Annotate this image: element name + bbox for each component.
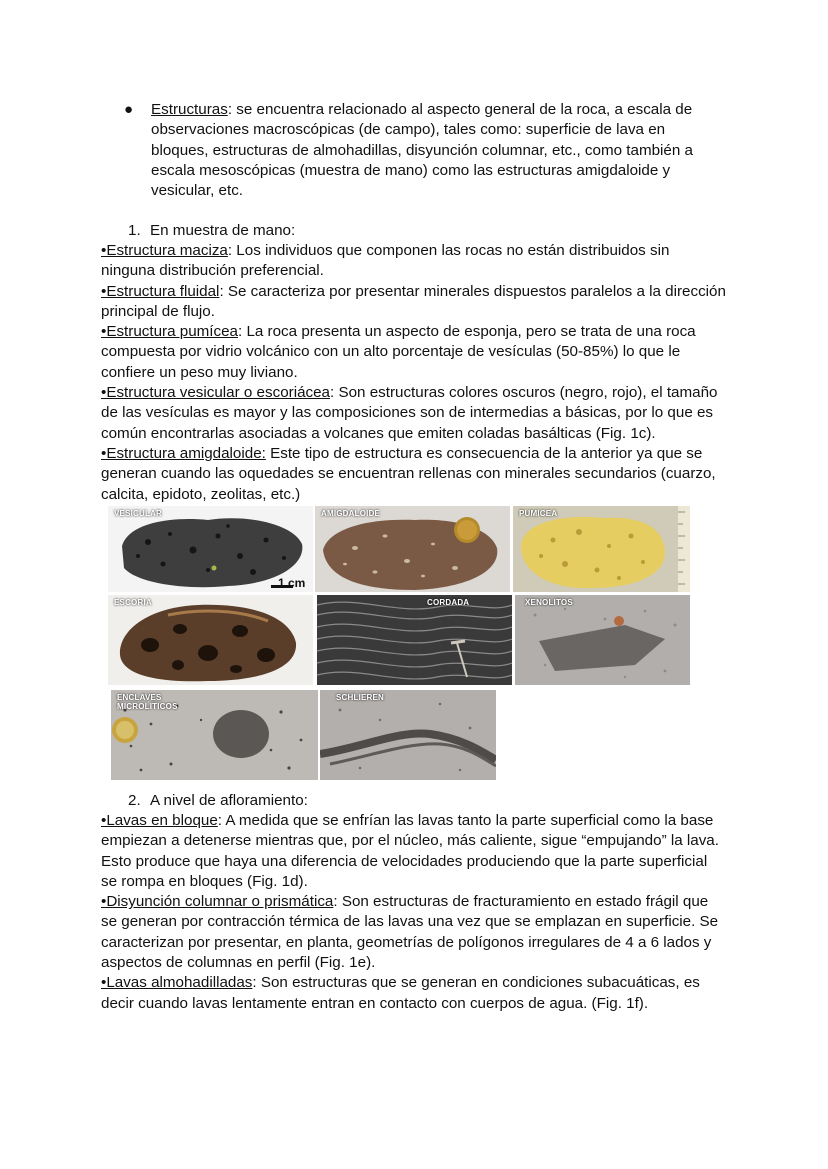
escoria-rock-image	[108, 595, 313, 685]
section1-number: 1.	[128, 222, 141, 239]
item-estructura-fluidal	[101, 282, 726, 323]
item-text: : Se caracteriza por presentar minerales dispuestos paralelos a la dirección principal de flujo.	[101, 282, 726, 320]
item-term: •Estructura amigdaloide:	[101, 444, 266, 462]
item-text: Este tipo de estructura es consecuencia de la anterior ya que se generan cuando las oquedades se encuentran rellenas con minerales secundarios (cuarzo, calcita, epidoto, zeolitas, etc.)	[101, 444, 716, 503]
label-xenolitos: XENOLITOS	[525, 598, 573, 607]
item-text: : Son estructuras que se generan en condiciones subacuáticas, es decir cuando lavas lentamente entran en contacto con cuerpos de agua. (Fig. 1f).	[101, 974, 700, 1012]
item-text: : A medida que se enfrían las lavas tanto la parte superficial como la base empiezan a detenerse mientras que, por el núcleo, más caliente, sigue “empujando” la lava. Esto produce que haya una diferencia de velocidades produciendo que la parte superficial se rompa en bloques (Fig. 1d).	[101, 812, 719, 890]
bullet-dot: ●	[124, 101, 134, 118]
item-text: : Son estructuras colores oscuros (negro, rojo), el tamaño de las vesículas es mayor y las composiciones son de intermedias a básicas, por lo que es común encontrarlas asociadas a volcanes que emiten coladas basálticas (Fig. 1c).	[101, 384, 718, 442]
photo-escoria	[108, 595, 313, 685]
cordada-lava-image	[317, 595, 512, 685]
item-term: •Estructura maciza	[101, 242, 228, 259]
photo-vesicular	[108, 506, 313, 592]
label-pumicea: PUMICEA	[519, 509, 558, 518]
item-term: •Estructura pumícea	[101, 323, 238, 341]
item-estructura-pumicea	[101, 322, 726, 383]
section2-number: 2.	[128, 792, 141, 809]
photo-amigdaloide	[315, 506, 510, 592]
item-estructura-vesicular	[101, 383, 726, 444]
amigdaloide-rock-image	[315, 506, 510, 592]
xenolitos-image	[515, 595, 690, 685]
item-text: : La roca presenta un aspecto de esponja, pero se trata de una roca compuesta por vidrio volcánico con un alto porcentaje de vesículas (50-85%) lo que le confiere un peso muy liviano.	[101, 323, 696, 381]
item-term: •Disyunción columnar o prismática	[101, 893, 334, 911]
photo-pumicea	[513, 506, 690, 592]
label-enclaves: ENCLAVES MICROLITICOS	[117, 693, 178, 711]
item-term: •Lavas en bloque	[101, 812, 218, 829]
label-cordada: CORDADA	[427, 598, 470, 607]
section2-heading	[128, 791, 628, 811]
item-term: •Estructura vesicular o escoriácea	[101, 384, 331, 402]
photo-cordada	[317, 595, 512, 685]
label-escoria: ESCORIA	[114, 598, 152, 607]
section1-body	[101, 241, 726, 505]
pumicea-rock-image	[513, 506, 690, 592]
section1-heading	[128, 221, 628, 241]
item-estructura-amigdaloide	[101, 444, 726, 505]
label-schlieren: SCHLIEREN	[336, 693, 385, 702]
item-disyuncion-columnar	[101, 892, 726, 973]
section2-title: A nivel de afloramiento:	[150, 792, 308, 809]
item-term: •Estructura fluidal	[101, 282, 220, 300]
item-estructura-maciza	[101, 241, 726, 282]
label-amigdaloide: AMIGDALOIDE	[321, 509, 381, 518]
item-term: •Lavas almohadilladas	[101, 974, 253, 992]
estructuras-paragraph	[151, 100, 714, 201]
section2-body	[101, 811, 726, 1014]
scale-bar-label: 1 cm	[278, 576, 306, 590]
item-text: : Son estructuras de fracturamiento en estado frágil que se generan por contracción térmica de las lavas una vez que se emplazan en superficie. Se caracterizan por presentar, en planta, geometrías de polígonos irregulares de 4 a 6 lados y aspectos de columnas en perfil (Fig. 1e).	[101, 893, 719, 972]
item-lavas-en-bloque	[101, 811, 726, 892]
item-lavas-almohadilladas	[101, 973, 726, 1014]
photo-schlieren	[320, 690, 496, 780]
estructuras-text: : se encuentra relacionado al aspecto general de la roca, a escala de observaciones macroscópicas (de campo), tales como: superficie de lava en bloques, estructuras de almohadillas, disyunción columnar, etc., como también a escala mesoscópicas (muestra de mano) como las estructuras amigdaloide y vesicular, etc.	[151, 101, 693, 200]
schlieren-image	[320, 690, 496, 780]
estructuras-term: Estructuras	[151, 101, 228, 118]
estructuras-bullet	[124, 100, 714, 201]
section1-title: En muestra de mano:	[150, 222, 296, 239]
photo-enclaves	[111, 690, 318, 780]
label-vesicular: VESICULAR	[114, 509, 163, 518]
photo-xenolitos	[515, 595, 690, 685]
item-text: : Los individuos que componen las rocas no están distribuidos sin ninguna distribución preferencial.	[101, 242, 670, 280]
